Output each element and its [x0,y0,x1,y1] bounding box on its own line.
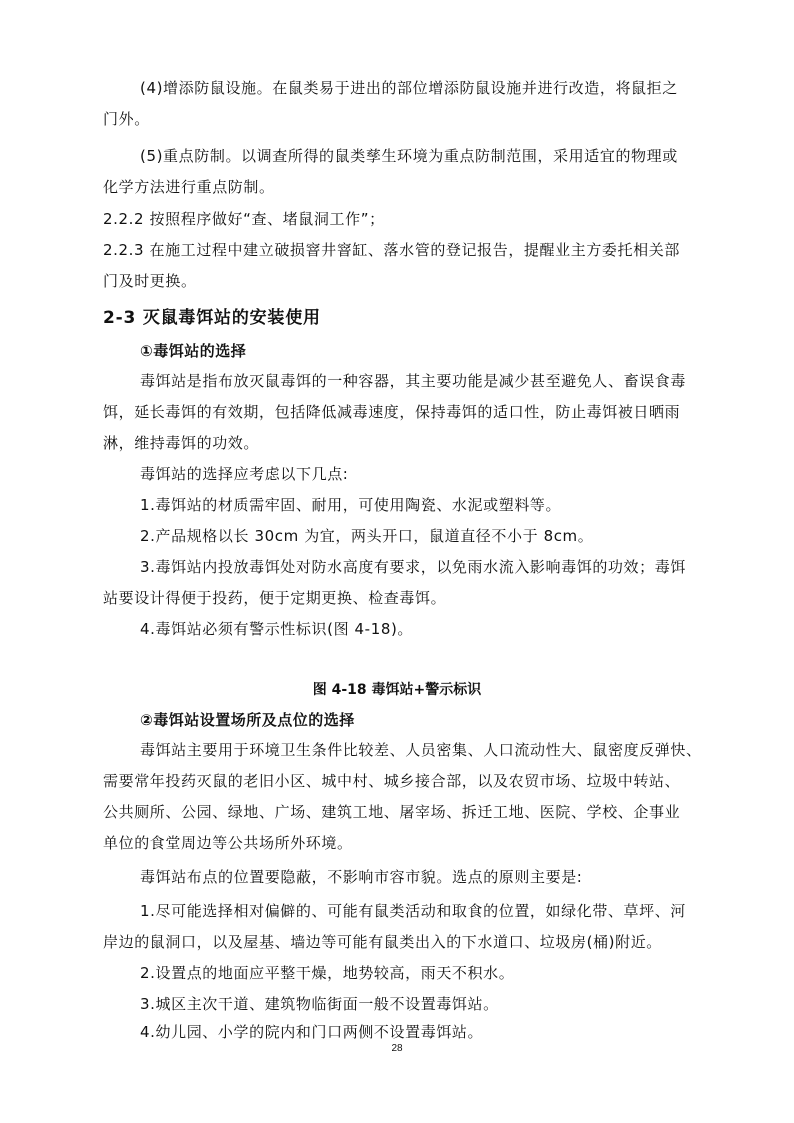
layout-principle: 毒饵站布点的位置要隐蔽，不影响市容市貌。选点的原则主要是: [140,868,583,886]
paragraph-4-line2: 门外。 [103,110,150,128]
intro-line2: 饵，延长毒饵的有效期，包括降低减毒速度，保持毒饵的适口性，防止毒饵被日晒雨 [103,403,681,421]
section-2-2-3-line2: 门及时更换。 [103,272,197,290]
intro-line1: 毒饵站是指布放灭鼠毒饵的一种容器，其主要功能是减少甚至避免人、畜误食毒 [140,372,687,390]
placement-line2: 需要常年投药灭鼠的老旧小区、城中村、城乡接合部，以及农贸市场、垃圾中转站、 [103,772,681,790]
criteria-3-line1: 3.毒饵站内投放毒饵处对防水高度有要求，以免雨水流入影响毒饵的功效；毒饵 [140,558,686,576]
paragraph-4-line1: (4)增添防鼠设施。在鼠类易于进出的部位增添防鼠设施并进行改造，将鼠拒之 [140,79,678,97]
placement-line1: 毒饵站主要用于环境卫生条件比较差、人员密集、人口流动性大、鼠密度反弹快、 [140,741,702,759]
section-2-2-3-line1: 2.2.3 在施工过程中建立破损窨井窨缸、落水管的登记报告，提醒业主方委托相关部 [103,241,680,259]
section-heading: 2-3 灭鼠毒饵站的安装使用 [103,308,321,328]
rule-2: 2.设置点的地面应平整干燥，地势较高，雨天不积水。 [140,964,515,982]
criteria-1: 1.毒饵站的材质需牢固、耐用，可使用陶瓷、水泥或塑料等。 [140,496,562,514]
subheading-bait-station-selection: ①毒饵站的选择 [140,342,247,360]
figure-caption: 图 4-18 毒饵站+警示标识 [312,682,482,698]
paragraph-5-line1: (5)重点防制。以调查所得的鼠类孳生环境为重点防制范围，采用适宜的物理或 [140,147,678,165]
subheading-placement: ②毒饵站设置场所及点位的选择 [140,711,355,729]
intro-line3: 淋，维持毒饵的功效。 [103,434,260,452]
rule-4: 4.幼儿园、小学的院内和门口两侧不设置毒饵站。 [140,1023,484,1041]
rule-1-line1: 1.尽可能选择相对偏僻的、可能有鼠类活动和取食的位置，如绿化带、草坪、河 [140,902,686,920]
page-number: 28 [391,1043,403,1054]
criteria-2: 2.产品规格以长 30cm 为宜，两头开口，鼠道直径不小于 8cm。 [140,527,594,545]
criteria-3-line2: 站要设计得便于投药，便于定期更换、检查毒饵。 [103,589,447,607]
section-2-2-2: 2.2.2 按照程序做好“查、堵鼠洞工作”； [103,210,385,228]
paragraph-5-line2: 化学方法进行重点防制。 [103,178,275,196]
consider-line: 毒饵站的选择应考虑以下几点: [140,465,349,483]
rule-1-line2: 岸边的鼠洞口，以及屋基、墙边等可能有鼠类出入的下水道口、垃圾房(桶)附近。 [103,933,662,951]
placement-line3: 公共厕所、公园、绿地、广场、建筑工地、屠宰场、拆迁工地、医院、学校、企事业 [103,803,681,821]
criteria-4: 4.毒饵站必须有警示性标识(图 4-18)。 [140,620,414,638]
rule-3: 3.城区主次干道、建筑物临街面一般不设置毒饵站。 [140,995,499,1013]
placement-line4: 单位的食堂周边等公共场所外环境。 [103,834,353,852]
